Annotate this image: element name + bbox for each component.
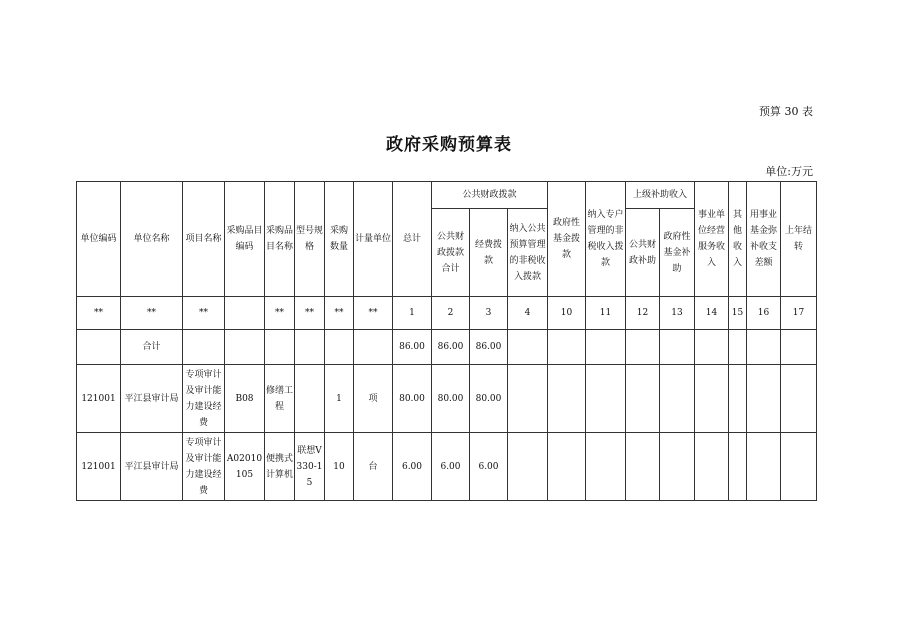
header-operating: 经费拨款 — [470, 209, 508, 297]
quantity-cell: 1 — [325, 365, 354, 433]
total-cell: 6.00 — [393, 433, 432, 501]
index-cell: 2 — [432, 297, 470, 330]
item-name-cell: 修缮工程 — [265, 365, 295, 433]
header-project-name: 项目名称 — [183, 182, 225, 297]
index-row — [77, 297, 817, 330]
unit-code-cell: 121001 — [77, 365, 121, 433]
index-cell: 12 — [626, 297, 660, 330]
index-cell: 17 — [781, 297, 817, 330]
unit-label: 单位:万元 — [765, 165, 813, 178]
header-item-name: 采购品目名称 — [265, 182, 295, 297]
table-row — [77, 433, 817, 501]
index-cell: ** — [265, 297, 295, 330]
header-nontax-public: 纳入公共预算管理的非税收入拨款 — [508, 209, 548, 297]
index-cell: 1 — [393, 297, 432, 330]
unit-code-cell: 121001 — [77, 433, 121, 501]
header-superior-fiscal: 公共财政补助 — [626, 209, 660, 297]
index-cell: 15 — [729, 297, 747, 330]
project-name-cell: 专项审计及审计能力建设经费 — [183, 433, 225, 501]
item-code-cell: B08 — [225, 365, 265, 433]
measure-cell: 台 — [354, 433, 393, 501]
header-public-fiscal-total: 公共财政拨款合计 — [432, 209, 470, 297]
total-label: 合计 — [121, 330, 183, 365]
header-measure-unit: 计量单位 — [354, 182, 393, 297]
unit-name-cell: 平江县审计局 — [121, 433, 183, 501]
item-name-cell: 便携式计算机 — [265, 433, 295, 501]
header-carryover: 上年结转 — [781, 182, 817, 297]
index-cell: 10 — [548, 297, 586, 330]
total-cell: 86.00 — [393, 330, 432, 365]
operating-cell: 6.00 — [470, 433, 508, 501]
index-cell: 14 — [695, 297, 729, 330]
quantity-cell: 10 — [325, 433, 354, 501]
header-unit-name: 单位名称 — [121, 182, 183, 297]
header-superior-subsidy: 上级补助收入 — [626, 182, 695, 209]
index-cell: 4 — [508, 297, 548, 330]
unit-name-cell: 平江县审计局 — [121, 365, 183, 433]
index-cell: ** — [325, 297, 354, 330]
measure-cell: 项 — [354, 365, 393, 433]
model-cell — [295, 365, 325, 433]
index-cell — [225, 297, 265, 330]
header-quantity: 采购数量 — [325, 182, 354, 297]
index-cell: ** — [183, 297, 225, 330]
page-title: 政府采购预算表 — [386, 135, 512, 155]
public-fiscal-total-cell: 6.00 — [432, 433, 470, 501]
public-fiscal-total-cell: 80.00 — [432, 365, 470, 433]
header-special-nontax: 纳入专户管理的非税收入拨款 — [586, 182, 626, 297]
header-total: 总计 — [393, 182, 432, 297]
header-fund-makeup: 用事业基金弥补收支差额 — [747, 182, 781, 297]
header-unit-code: 单位编码 — [77, 182, 121, 297]
model-cell: 联想V330-15 — [295, 433, 325, 501]
index-cell: 13 — [660, 297, 695, 330]
header-other-income: 其他收入 — [729, 182, 747, 297]
header-public-fiscal: 公共财政拨款 — [432, 182, 548, 209]
header-item-code: 采购品目编码 — [225, 182, 265, 297]
header-business-income: 事业单位经营服务收入 — [695, 182, 729, 297]
total-cell: 86.00 — [432, 330, 470, 365]
index-cell: ** — [354, 297, 393, 330]
index-cell: 11 — [586, 297, 626, 330]
operating-cell: 80.00 — [470, 365, 508, 433]
header-superior-fund: 政府性基金补助 — [660, 209, 695, 297]
index-cell: ** — [295, 297, 325, 330]
total-cell: 80.00 — [393, 365, 432, 433]
table-number: 预算 30 表 — [759, 105, 813, 118]
total-cell: 86.00 — [470, 330, 508, 365]
table-row — [77, 365, 817, 433]
header-gov-fund: 政府性基金拨款 — [548, 182, 586, 297]
item-code-cell: A02010105 — [225, 433, 265, 501]
index-cell: ** — [121, 297, 183, 330]
project-name-cell: 专项审计及审计能力建设经费 — [183, 365, 225, 433]
index-cell: ** — [77, 297, 121, 330]
header-row-1 — [77, 182, 817, 209]
procurement-budget-table — [76, 181, 817, 501]
index-cell: 3 — [470, 297, 508, 330]
header-model: 型号规格 — [295, 182, 325, 297]
total-row — [77, 330, 817, 365]
index-cell: 16 — [747, 297, 781, 330]
